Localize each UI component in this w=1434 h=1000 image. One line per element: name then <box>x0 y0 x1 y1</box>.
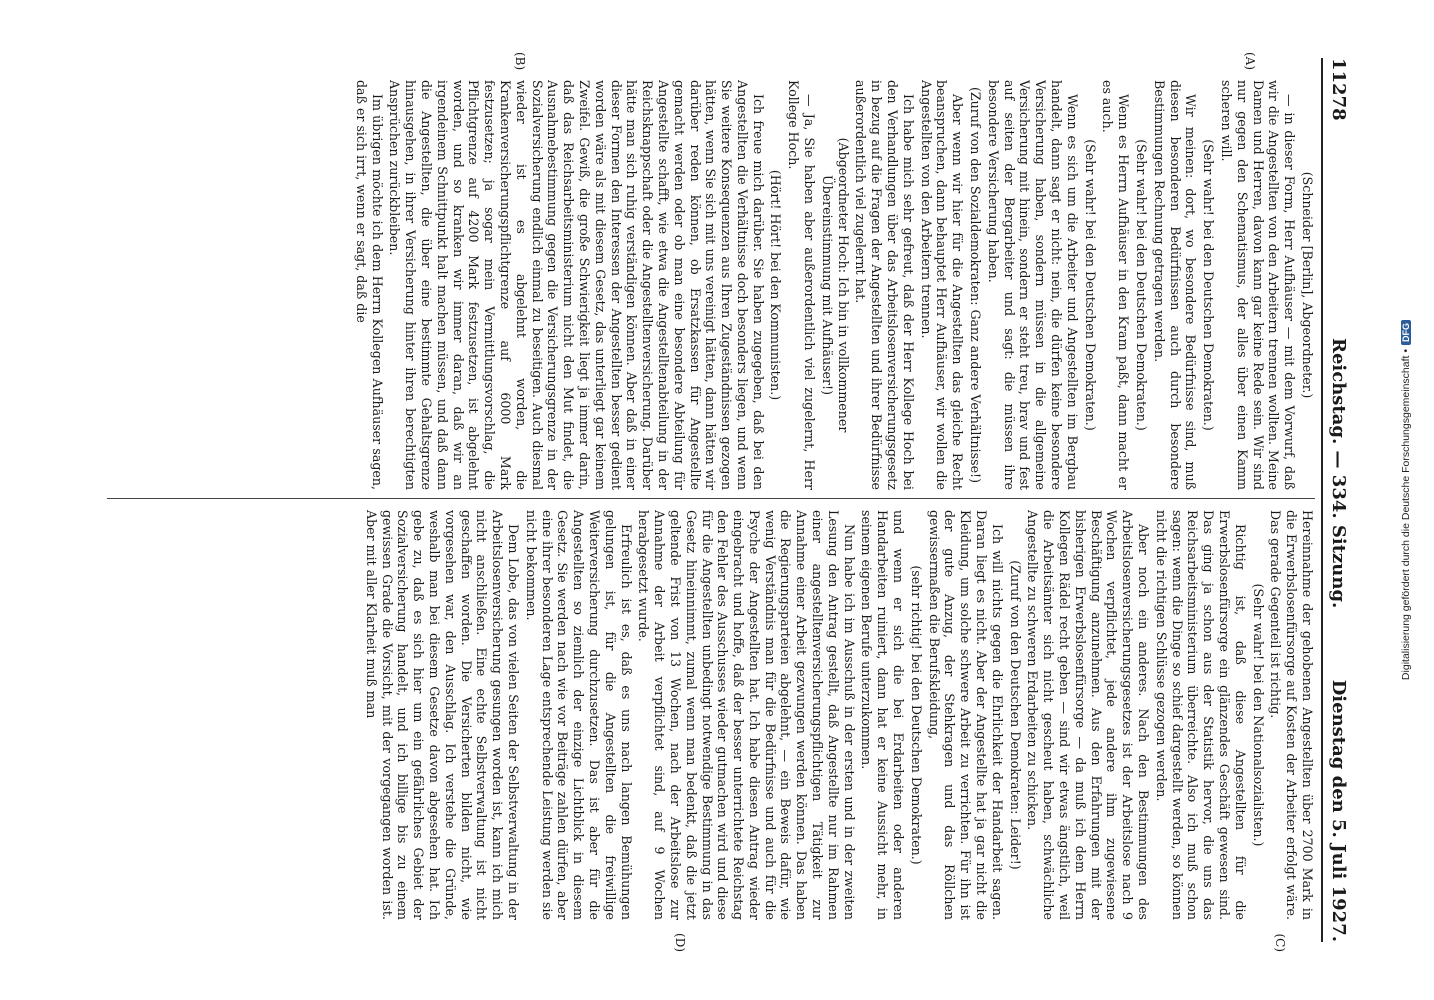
interjection: (Hört! Hört! bei den Kommunisten.) <box>768 169 784 401</box>
paragraph: Aber wenn wir hier für die Angestellten das gleiche Recht beanspruchen, dann behauptet Herr Aufhäuser, wir wollen die Angestellten von den Arbeitern trennen. <box>918 80 966 490</box>
session-title: Reichstag. — 334. Sitzung. <box>1328 338 1349 609</box>
paragraph: Im übrigen möchte ich dem Herrn Kollegen Aufhäuser sagen, daß er sich irrt, wenn er sagt, daß die <box>353 80 385 490</box>
column-divider <box>107 498 1315 499</box>
paragraph: Ich freue mich darüber. Sie haben zugegeben, daß bei den Angestellten die Verhältnisse doch besonders liegen, und wenn Sie weitere Konsequenzen aus Ihren Zugeständnissen gezogen hätten, wenn Sie sich mit uns vereinigt hätten, dann hätten wir darüber reden können, ob Ersatzkassen für Angestellte gemacht werden oder ob man eine besondere Abteilung für Angestellte schafft, wie etwa die Angestelltenabteilung in der Reichsknappschaft oder die Angestelltenversicherung. Darüber hätte man sich ruhig verständigen können. Aber daß in einer dieser Formen den Interessen der Angestellten besser gedient worden wäre als mit diesem Gesetz, das unterliegt gar keinem Zweifel. Gewiß, die große Schwierigkeit liegt ja immer darin, daß das Reichsarbeitsministerium nicht den Mut findet, die Ausnahmebestimmung gegen die Versicherungsgrenze in der Sozialversicherung endlich einmal zu beseitigen. Auch diesmal wieder ist es abgelehnt worden, die Krankenversicherungspflichtgrenze auf 6000 Mark festzusetzen; ja sogar mein Vermittlungsvorschlag, die Pflichtgrenze auf 4200 Mark festzusetzen, ist abgelehnt worden, und so kranken wir immer daran, daß wir an irgendeinem Schnittpunkt halt machen müssen, und daß dann die Angestellten, die über eine bestimmte Gehaltsgrenze hinausgehen, in ihrer Versicherung hinter ihren berechtigten Ansprüchen zurückbleiben. <box>387 80 766 490</box>
interjection: (Abgeordneter Hoch: Ich bin in vollkommener Übereinstimmung mit Aufhäuser!) <box>819 137 851 433</box>
paragraph: und wenn er sich die bei Erdarbeiten oder anderen Handarbeiten ruiniert, dann hat er keine Aussicht mehr, in seinem eigenen Berufe unterzukommen. <box>859 510 907 920</box>
page-header <box>1325 58 1349 942</box>
speaker-line: (Schneider [Berlin], Abgeordneter.) <box>1300 171 1315 399</box>
paragraph: Aber noch ein anderes. Nach den Bestimmungen des Arbeitslosenversicherungsgesetzes ist der Arbeitslose nach 9 Wochen verpflichtet, jede andere ihm zugewiesene Beschäftigung anzunehmen. Aus den Erfahrungen mit der bisherigen Erwerbslosenfürsorge — da muß ich dem Herrn Kollegen Rädel recht geben — sind wir etwas ängstlich, weil die Arbeitsämter sich nicht gescheut haben, schwächliche Angestellte zu schweren Erdarbeiten zu schicken. <box>1025 510 1152 920</box>
interjection: (Sehr wahr! bei den Deutschen Demokraten.) <box>1134 139 1150 431</box>
interjection: (Sehr wahr! bei den Deutschen Demokraten.) <box>1082 139 1098 431</box>
dfg-credit <box>1400 10 1416 990</box>
dfg-logo: DFG <box>1401 320 1411 345</box>
page-number: 11278 <box>1328 58 1349 121</box>
paragraph: — in dieser Form, Herr Aufhäuser — mit dem Vorwurf, daß wir die Angestellten von den Arbeitern trennen wollten. Meine Damen und Herren, davon kann gar keine Rede sein. Wir sind nur gegen den Schematismus, der alles über einen Kamm scheren will. <box>1219 80 1298 490</box>
paragraph: Nun habe ich im Ausschuß in der ersten und in der zweiten Lesung den Antrag gestellt, daß Angestellte nur im Rahmen einer angestelltenversicherungspflichtigen Tätigkeit zur Annahme einer Arbeit gezwungen werden können. Das haben die Regierungsparteien abgelehnt, — ein Beweis dafür, wie wenig Verständnis man für die Bedürfnisse und auch für die Psyche der Angestellten hat. Ich habe diesen Antrag wieder eingebracht und hoffe, daß der besser unterrichtete Reichstag den Fehler des Ausschusses wieder gutmachen wird und diese für die Angestellten unbedingt notwendige Bestimmung in das Gesetz hineinnimmt, zumal wenn man bedenkt, daß die jetzt geltende Frist von 13 Wochen, nach der Arbeitslose zur Annahme der Arbeit verpflichtet sind, auf 9 Wochen herabgesetzt wurde. <box>636 510 857 920</box>
paragraph: Ich will nichts gegen die Ehrlichkeit der Handarbeit sagen. Daran liegt es nicht. Aber der Angestellte hat ja gar nicht die Kleidung, um solche schwere Arbeit zu verrichten. Für ihn ist der gute Anzug, der Stehkragen und das Röllchen gewissermaßen die Berufskleidung, <box>926 510 1005 920</box>
text-column-right <box>107 510 1315 920</box>
paragraph: Wir meinen: dort, wo besondere Bedürfnisse sind, muß diesen besonderen Bedürfnissen auch durch besondere Bestimmungen Rechnung getragen werden. <box>1151 80 1199 490</box>
paragraph: Erfreulich ist es, daß es uns nach langen Bemühungen gelungen ist, für die Angestellten die freiwillige Weiterversicherung durchzusetzen. Das ist aber für die Angestellten so ziemlich der einzige Lichtblick in diesem Gesetz. Sie werden nach wie vor Beiträge zahlen dürfen, aber eine ihrer besonderen Lage entsprechende Leistung werden sie nicht bekommen. <box>523 510 634 920</box>
margin-marker-a: (A) <box>1243 52 1257 71</box>
paragraph: Ich habe mich sehr gefreut, daß der Herr Kollege Hoch bei den Verhandlungen über das Arbeitslosenversicherungsgesetz in bezug auf die Fragen der Angestellten und ihrer Bedürfnisse außerordentlich viel zugelernt hat. <box>853 80 916 490</box>
paragraph: Hereinnahme der gehobenen Angestellten über 2700 Mark in die Erwerbslosenfürsorge auf Kosten der Arbeiter erfolgt wäre. Das gerade Gegenteil ist richtig. <box>1268 510 1315 920</box>
paragraph: Wenn es sich um die Arbeiter und Angestellten im Bergbau handelt, dann sagt er nicht: nein, die dürfen keine besondere Versicherung haben, sondern müssen in die allgemeine Versicherung mit hinein, sondern er steht treu, brav und fest auf seiten der Bergarbeiter und sagt: die müssen ihre besondere Versicherung haben. <box>985 80 1080 490</box>
reichstag-page <box>67 40 1367 960</box>
interjection: (sehr richtig! bei den Deutschen Demokraten.) <box>908 565 924 865</box>
interjection: (Zuruf von den Sozialdemokraten: Ganz andere Verhältnisse!) <box>968 86 984 484</box>
dfg-credit-text: Digitalisierung gefördert durch die Deutsche Forschungsgemeinschaft • <box>1400 348 1412 681</box>
margin-marker-b: (B) <box>513 52 527 71</box>
text-column-left <box>107 80 1315 490</box>
interjection: (Sehr wahr! bei den Deutschen Demokraten.) <box>1201 139 1217 431</box>
margin-marker-c: (C) <box>1273 933 1287 952</box>
header-rule <box>1321 58 1323 942</box>
paragraph: Wenn es Herrn Aufhäuser in den Kram paßt, dann macht er es auch. <box>1100 80 1132 490</box>
interjection: (Sehr wahr! bei den Nationalsozialisten.) <box>1250 583 1266 847</box>
margin-marker-d: (D) <box>673 933 687 952</box>
paragraph: Richtig ist, daß diese Angestellten für die Erwerbslosenfürsorge ein glänzendes Geschäft gewesen sind. Das ging ja schon aus der Statistik hervor, die uns das Reichsarbeitsministerium überreichte. Also ich muß schon sagen: wenn die Dinge so schief dargestellt werden, so können nicht die richtigen Schlüsse gezogen werden. <box>1153 510 1248 920</box>
paragraph: Dem Lobe, das von vielen Seiten der Selbstverwaltung in der Arbeitslosenversicherung gesungen worden ist, kann ich mich nicht anschließen. Eine echte Selbstverwaltung ist nicht geschaffen worden. Die Versicherten bilden nicht, wie vorgesehen war, den Ausschlag. Ich verstehe die Gründe, weshalb man bei diesem Gesetze davon abgesehen hat. Ich gebe zu, daß es sich hier um ein gefährliches Gebiet der Sozialversicherung handelt, und ich billige bis zu einem gewissen Grade die Vorsicht, mit der vorgegangen worden ist. Aber mit aller Klarheit muß man <box>363 510 521 920</box>
interjection: (Zuruf von den Deutschen Demokraten: Leider!) <box>1007 560 1023 870</box>
paragraph: — Ja, Sie haben aber außerordentlich viel zugelernt, Herr Kollege Hoch. <box>786 80 818 490</box>
session-date: Dienstag den 5. Juli 1927. <box>1328 679 1349 942</box>
